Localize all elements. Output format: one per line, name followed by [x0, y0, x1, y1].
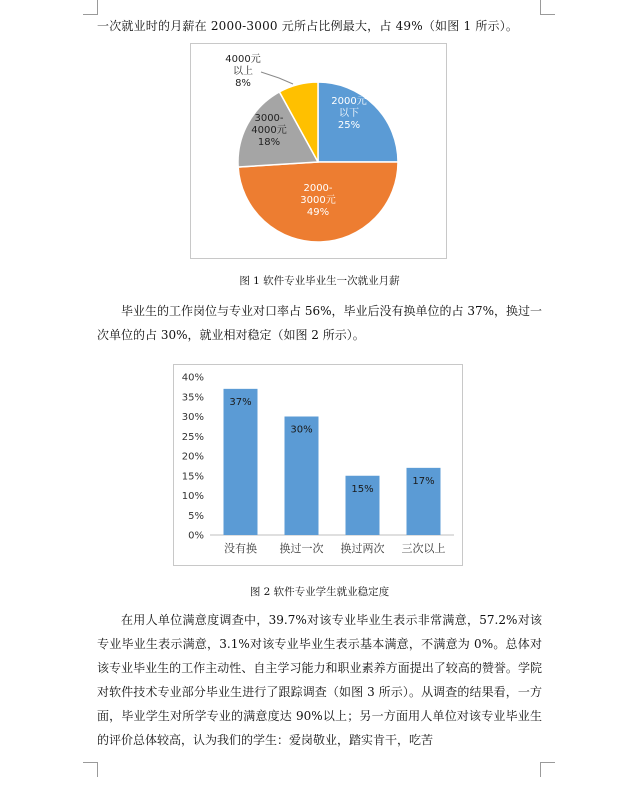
- pie-slice-label-3: 3000-4000元 18%: [251, 113, 287, 148]
- bar-1: [224, 389, 258, 535]
- pie-chart-frame: [190, 43, 447, 259]
- bar-data-label-2: 30%: [290, 424, 313, 436]
- y-tick-label: 20%: [181, 451, 204, 463]
- bar-data-label-1: 37%: [229, 396, 252, 408]
- y-tick-label: 25%: [181, 431, 204, 443]
- y-tick-label: 40%: [181, 372, 204, 384]
- figure-1-caption: 图 1 软件专业毕业生一次就业月薪: [239, 275, 400, 287]
- y-tick-label: 30%: [181, 412, 204, 423]
- y-tick-label: 5%: [188, 510, 204, 522]
- y-tick-label: 0%: [188, 530, 204, 542]
- x-category-label-2: 换过一次: [279, 542, 324, 555]
- x-category-label-4: 三次以上: [401, 542, 446, 555]
- paragraph-2: 毕业生的工作岗位与专业对口率占 56%，毕业后没有换单位的占 37%，换过一次单位的占 30%，就业相对稳定（如图 2 所示）。: [97, 304, 542, 342]
- y-tick-label: 10%: [181, 491, 204, 502]
- bar-data-label-3: 15%: [351, 483, 374, 495]
- figure-2-caption: 图 2 软件专业学生就业稳定度: [249, 586, 390, 598]
- pie-chart: [191, 44, 446, 258]
- crop-mark-bottom-left: [83, 762, 98, 777]
- paragraph-3: 在用人单位满意度调查中，39.7%对该专业毕业生表示非常满意，57.2%对该专业毕业生表示满意，3.1%对该专业毕业生表示基本满意，不满意为 0%。总体对该专业毕业生的工作主动性、自主学习能力和职业素养方面提出了较高的赞誉。学院对软件技术专业部分毕业生进行了跟踪调查（如图 3 所示）。从调查的结果看，一方面，毕业学生对所学专业的满意度达 90%以上；另一方面用人单位对该专业毕业生的评价总体较高，认为我们的学生：爱岗敬业，踏实肯干，吃苦: [97, 613, 542, 747]
- x-category-label-3: 换过两次: [340, 542, 385, 555]
- bar-chart-frame: [173, 364, 463, 566]
- crop-mark-top-left: [83, 0, 98, 15]
- crop-mark-bottom-right: [540, 762, 555, 777]
- bar-data-label-4: 17%: [412, 475, 435, 487]
- paragraph-line-1: 一次就业时的月薪在 2000-3000 元所占比例最大，占 49%（如图 1 所示）。: [97, 19, 519, 33]
- bar-chart: [174, 365, 462, 565]
- y-tick-label: 35%: [181, 392, 204, 404]
- pie-slice-label-2: 2000-3000元 49%: [300, 183, 336, 218]
- y-tick-label: 15%: [181, 471, 204, 483]
- pie-leader-line: [261, 72, 293, 84]
- x-category-label-1: 没有换: [224, 542, 257, 555]
- pie-slice-label-4: 4000元以上 8%: [225, 54, 261, 89]
- pie-slice-label-1: 2000元以下 25%: [331, 96, 367, 131]
- crop-mark-top-right: [540, 0, 555, 15]
